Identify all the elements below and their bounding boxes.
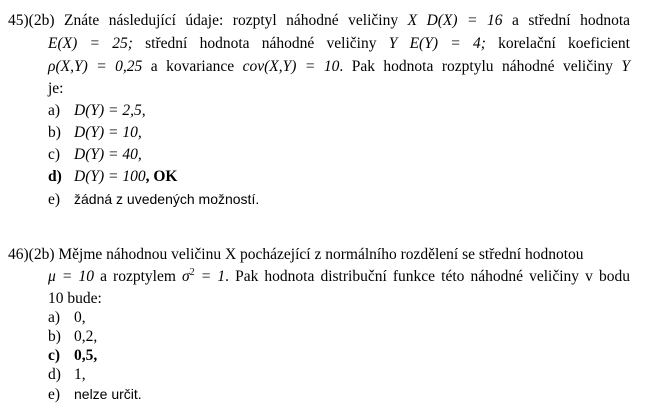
q45-math-ey: Y E(Y) = 4; (388, 35, 486, 52)
q45-option-a-value: D(Y) = 2,5, (74, 102, 146, 119)
q45-option-c (48, 146, 142, 164)
q45-option-e-value: žádná z uvedených možností. (74, 191, 260, 207)
q46-option-b (48, 328, 97, 346)
q46-text-2: a rozptylem (100, 268, 176, 285)
q46-number: 46) (8, 246, 29, 263)
q45-line-1 (8, 12, 630, 30)
q46-option-a-letter: a) (48, 309, 61, 326)
q45-option-a-letter: a) (48, 102, 61, 119)
q46-math-one: = 1 (200, 268, 226, 285)
q45-option-a (48, 102, 146, 120)
q45-text-1: Znáte následující údaje: rozptyl náhodné veličiny (64, 12, 399, 29)
q46-option-d (48, 366, 86, 384)
q45-number: 45) (8, 12, 29, 29)
q45-math-ex: E(X) = 25; (48, 35, 133, 52)
q45-option-b-value: D(Y) = 10, (74, 124, 142, 141)
q45-text-6: . Pak hodnota rozptylu náhodné veličiny (339, 58, 613, 75)
q46-text-3: . Pak hodnota distribuční funkce této náhodné veličiny v bodu (225, 268, 630, 285)
q46-option-e (48, 385, 142, 404)
q45-math-y: Y (621, 58, 631, 75)
q45-option-d-letter: d) (48, 168, 62, 185)
q46-option-d-letter: d) (48, 366, 61, 383)
q45-text-4: korelační koeficient (498, 35, 630, 52)
q45-line-2 (48, 35, 630, 53)
q46-option-e-value: nelze určit. (74, 386, 142, 402)
q45-option-c-letter: c) (48, 146, 61, 163)
q45-option-e-letter: e) (48, 191, 61, 208)
q46-line-2 (48, 268, 630, 286)
q46-option-e-letter: e) (48, 386, 61, 403)
q45-option-d (48, 168, 177, 186)
q45-math-rho: ρ(X,Y) = 0,25 (48, 58, 143, 75)
q45-math-cov: cov(X,Y) = 10 (242, 58, 340, 75)
q45-text-5: a kovariance (150, 58, 235, 75)
q46-line-3: 10 bude: (48, 290, 102, 307)
q46-option-c (48, 347, 97, 365)
q46-option-b-letter: b) (48, 328, 61, 345)
q46-option-d-value: 1, (74, 366, 86, 383)
q46-text-1: Mějme náhodnou veličinu X pocházející z normálního rozdělení se střední hodnotou (58, 246, 584, 263)
q45-text-2: a střední hodnota (512, 12, 631, 29)
q45-line-3 (48, 58, 630, 76)
q46-math-sigma-exp: 2 (189, 267, 195, 278)
q46-points: (2b) (28, 246, 55, 263)
q45-points: (2b) (28, 12, 55, 29)
q46-option-c-value: 0,5, (74, 347, 98, 364)
q46-option-a-value: 0, (74, 309, 86, 326)
q45-option-d-value: D(Y) = 100 (74, 168, 146, 185)
q45-option-d-ok: , OK (145, 168, 178, 185)
q45-option-b (48, 124, 142, 142)
q45-line-4: je: (48, 80, 64, 97)
q45-option-e (48, 190, 259, 209)
q45-option-c-value: D(Y) = 40, (74, 146, 142, 163)
q46-math-sigma: σ (182, 268, 190, 285)
q46-option-b-value: 0,2, (74, 328, 98, 345)
q45-math-dx: X D(X) = 16 (407, 12, 503, 29)
q46-option-a (48, 309, 86, 327)
q45-text-3: střední hodnota náhodné veličiny (145, 35, 377, 52)
q46-math-mu: μ = 10 (48, 268, 94, 285)
q46-line-1 (8, 246, 630, 264)
q45-option-b-letter: b) (48, 124, 61, 141)
q46-option-c-letter: c) (48, 347, 61, 364)
